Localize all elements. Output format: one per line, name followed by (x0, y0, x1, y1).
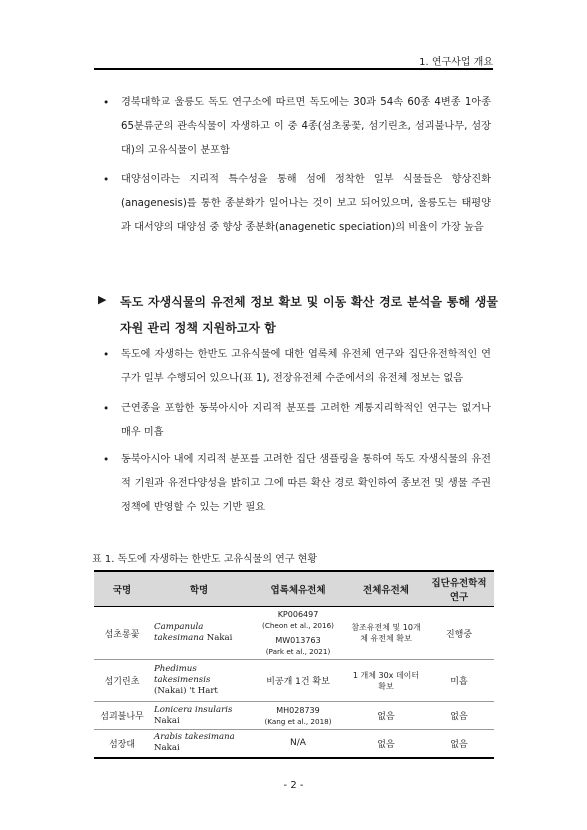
scientific-name (150, 730, 248, 758)
scientific-name-italic: Arabis takesimana (154, 732, 235, 743)
scientific-name (150, 607, 248, 660)
accession-id: MW013763 (275, 636, 321, 645)
scientific-name (150, 660, 248, 702)
korean-name: 섬장대 (94, 730, 150, 758)
scientific-name-author: Nakai (206, 633, 233, 643)
whole-genome: 1 개체 30x 데이터 확보 (348, 660, 424, 702)
chloroplast-genome: N/A (248, 730, 348, 758)
table-header-row (94, 571, 494, 607)
population-genetics: 미흡 (424, 660, 494, 702)
table-row (94, 730, 494, 758)
col-header-chloroplast: 엽록체유전체 (248, 571, 348, 607)
accession-id: KP006497 (277, 610, 319, 619)
chloroplast-genome: 비공개 1건 확보 (248, 660, 348, 702)
header-rule (94, 68, 493, 70)
page-number: - 2 - (283, 780, 304, 791)
accession-id: MH028739 (276, 705, 320, 715)
population-genetics: 진행중 (424, 607, 494, 660)
bullet-symbol: • (103, 403, 110, 415)
col-header-name: 국명 (94, 571, 150, 607)
bullet-symbol: • (103, 454, 110, 466)
bullet-paragraph: 근연종을 포함한 동북아시아 지리적 분포를 고려한 계통지리학적인 연구는 없거나 매우 미흡 (121, 403, 491, 438)
chloroplast-genome (248, 607, 348, 660)
citation: (Kang et al., 2018) (264, 716, 332, 726)
table-row (94, 702, 494, 730)
bullet-symbol: • (103, 97, 110, 109)
scientific-name (150, 702, 248, 730)
section-marker: ▶ (98, 293, 107, 306)
citation: (Park et al., 2021) (265, 647, 331, 656)
bullet-paragraph: 대양섬이라는 지리적 특수성을 통해 섬에 정착한 일부 식물들은 향상진화(anagenesis)를 통한 종분화가 일어나는 것이 보고 되어있으며, 울릉도는 태평양과 대서양의 대양섬 중 향상 종분화(anagenetic speciation)의 비율이 가장 높음 (121, 174, 491, 233)
table-row (94, 607, 494, 660)
population-genetics: 없음 (424, 730, 494, 758)
scientific-name-author: (Nakai) 't Hart (154, 686, 218, 696)
scientific-name-italic: Campanula takesimana (154, 622, 204, 643)
section-heading: 독도 자생식물의 유전체 정보 확보 및 이동 확산 경로 분석을 통해 생물자원 관리 정책 지원하고자 함 (120, 295, 498, 335)
col-header-population-genetics: 집단유전학적 연구 (424, 571, 494, 607)
population-genetics: 없음 (424, 702, 494, 730)
citation: (Cheon et al., 2016) (262, 621, 334, 630)
section-header-title: 1. 연구사업 개요 (419, 57, 493, 68)
whole-genome: 없음 (348, 702, 424, 730)
scientific-name-author: Nakai (154, 715, 180, 726)
bullet-symbol: • (103, 349, 110, 361)
scientific-name-italic: Lonicera insularis (154, 704, 233, 715)
scientific-name-author: Nakai (154, 743, 180, 754)
bullet-paragraph: 동북아시아 내에 지리적 분포를 고려한 집단 샘플링을 통하여 독도 자생식물의 유전적 기원과 유전다양성을 밝히고 그에 따른 확산 경로 확인하여 종보전 및 생물 주권 정책에 반영할 수 있는 기반 필요 (121, 454, 491, 513)
bullet-symbol: • (103, 174, 110, 186)
korean-name: 섬초롱꽃 (94, 607, 150, 660)
bullet-paragraph: 독도에 자생하는 한반도 고유식물에 대한 엽록체 유전체 연구와 집단유전학적인 연구가 일부 수행되어 있으나(표 1), 전장유전체 수준에서의 유전체 정보는 없음 (121, 349, 491, 384)
bullet-paragraph: 경북대학교 울릉도 독도 연구소에 따르면 독도에는 30과 54속 60종 4변종 1아종 65분류군의 관속식물이 자생하고 이 중 4종(섬초롱꽃, 섬기린초, 섬괴불나무, 섬장대)의 고유식물이 분포함 (121, 97, 491, 156)
table-row (94, 660, 494, 702)
korean-name: 섬괴불나무 (94, 702, 150, 730)
col-header-scientific-name: 학명 (150, 571, 248, 607)
research-status-table (94, 570, 494, 759)
scientific-name-italic: Phedimus takesimensis (154, 664, 211, 685)
whole-genome: 없음 (348, 730, 424, 758)
korean-name: 섬기린초 (94, 660, 150, 702)
chloroplast-genome (248, 702, 348, 730)
table-caption: 표 1. 독도에 자생하는 한반도 고유식물의 연구 현황 (92, 554, 317, 565)
whole-genome: 참조유전체 및 10개체 유전체 확보 (348, 607, 424, 660)
col-header-whole-genome: 전체유전체 (348, 571, 424, 607)
